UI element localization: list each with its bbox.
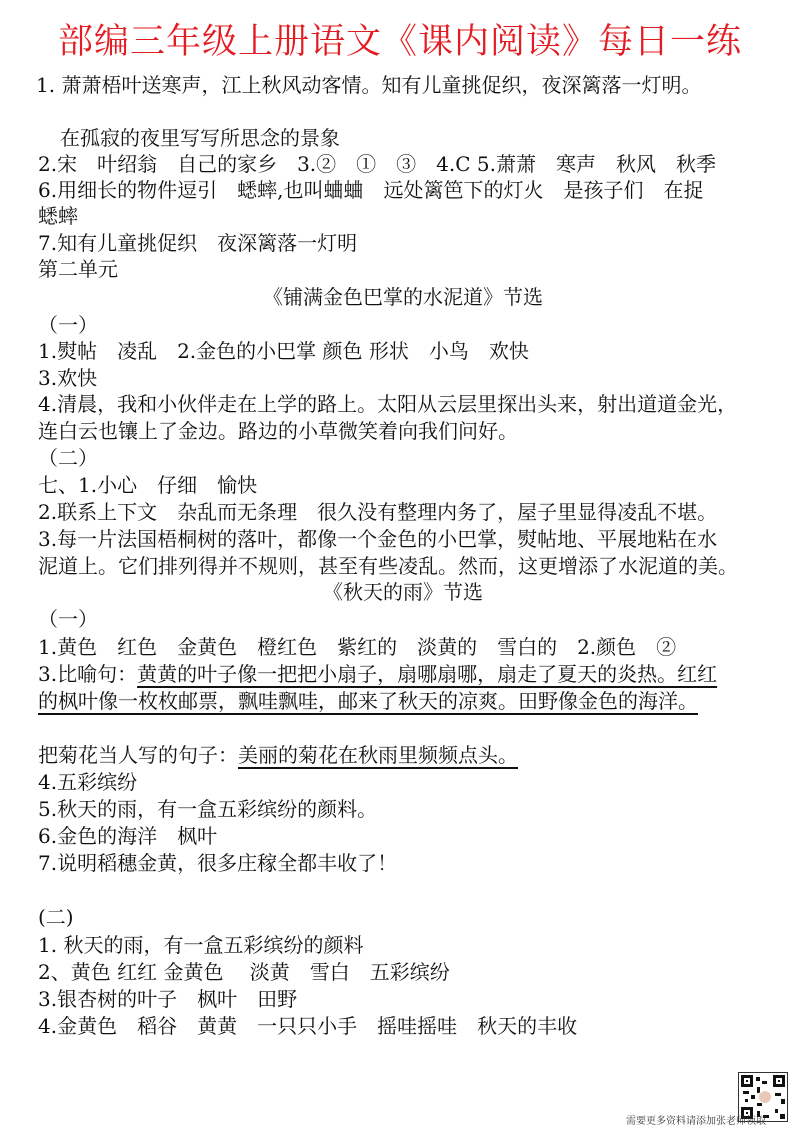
answer-line: 6.用细长的物件逗引 蟋蟀,也叫蛐蛐 远处篱笆下的灯火 是孩子们 在捉 [38, 178, 704, 202]
unit-heading: 第二单元 [38, 257, 118, 281]
part-heading: （二） [38, 446, 98, 470]
personification-label: 把菊花当人写的句子： [38, 743, 238, 767]
teacher-avatar [758, 1090, 772, 1104]
answer-line [38, 688, 698, 714]
answer-line: 在孤寂的夜里写写所思念的景象 [60, 126, 340, 150]
answer-line: 七、1.小心 仔细 愉快 [38, 473, 258, 497]
answer-line: 4.五彩缤纷 [38, 770, 138, 794]
section-heading: 《秋天的雨》节选 [323, 580, 483, 604]
answer-line: 7.知有儿童挑促织 夜深篱落一灯明 [38, 231, 358, 255]
answer-line: 4.金黄色 稻谷 黄黄 一只只小手 摇哇摇哇 秋天的丰收 [38, 1014, 578, 1038]
personification-answer: 美丽的菊花在秋雨里频频点头。 [238, 743, 518, 767]
answer-line: 2.宋 叶绍翁 自己的家乡 3.② ① ③ 4.C 5.萧萧 寒声 秋风 秋季 [38, 152, 716, 176]
part-heading: （一） [38, 313, 98, 337]
answer-line: 2、黄色 红红 金黄色 淡黄 雪白 五彩缤纷 [38, 960, 450, 984]
answer-line: 1. 萧萧梧叶送寒声，江上秋风动客情。知有儿童挑促织，夜深篱落一灯明。 [36, 73, 702, 97]
answer-line: 1. 秋天的雨，有一盒五彩缤纷的颜料 [38, 933, 364, 957]
answer-line: 连白云也镶上了金边。路边的小草微笑着向我们问好。 [38, 419, 518, 443]
answer-line: 4.清晨，我和小伙伴走在上学的路上。太阳从云层里探出头来，射出道道金光， [38, 392, 738, 416]
answer-line [38, 742, 518, 768]
answer-line: 3.欢快 [38, 366, 98, 390]
answer-line: 7.说明稻穗金黄，很多庄稼全都丰收了！ [38, 851, 398, 875]
answer-line: 2.联系上下文 杂乱而无条理 很久没有整理内务了，屋子里显得凌乱不堪。 [38, 500, 718, 524]
answer-line: 3.银杏树的叶子 枫叶 田野 [38, 987, 298, 1011]
answer-line: 蟋蟀 [38, 204, 78, 228]
simile-label: 3.比喻句： [38, 662, 138, 686]
answer-line: 1.熨帖 凌乱 2.金色的小巴掌 颜色 形状 小鸟 欢快 [38, 339, 529, 363]
answer-line: 5.秋天的雨，有一盒五彩缤纷的颜料。 [38, 797, 378, 821]
footer-note: 需要更多资料请添加张老师领取 [626, 1116, 766, 1127]
simile-answer-continued: 的枫叶像一枚枚邮票，飘哇飘哇，邮来了秋天的凉爽。田野像金色的海洋。 [38, 689, 698, 713]
answer-line: 6.金色的海洋 枫叶 [38, 824, 218, 848]
answer-line: 3.每一片法国梧桐树的落叶，都像一个金色的小巴掌，熨帖地、平展地粘在水 [38, 527, 718, 551]
simile-answer: 黄黄的叶子像一把把小扇子，扇哪扇哪，扇走了夏天的炎热。红红 [137, 662, 718, 686]
part-heading: (二) [38, 905, 74, 929]
answer-line [38, 661, 717, 687]
part-heading: （一） [38, 607, 98, 631]
answer-line: 1.黄色 红色 金黄色 橙红色 紫红的 淡黄的 雪白的 2.颜色 ② [38, 635, 677, 659]
section-heading: 《铺满金色巴掌的水泥道》节选 [263, 285, 543, 309]
worksheet-title: 部编三年级上册语文《课内阅读》每日一练 [57, 22, 742, 62]
answer-line: 泥道上。它们排列得并不规则，甚至有些凌乱。然而，这更增添了水泥道的美。 [38, 554, 738, 578]
